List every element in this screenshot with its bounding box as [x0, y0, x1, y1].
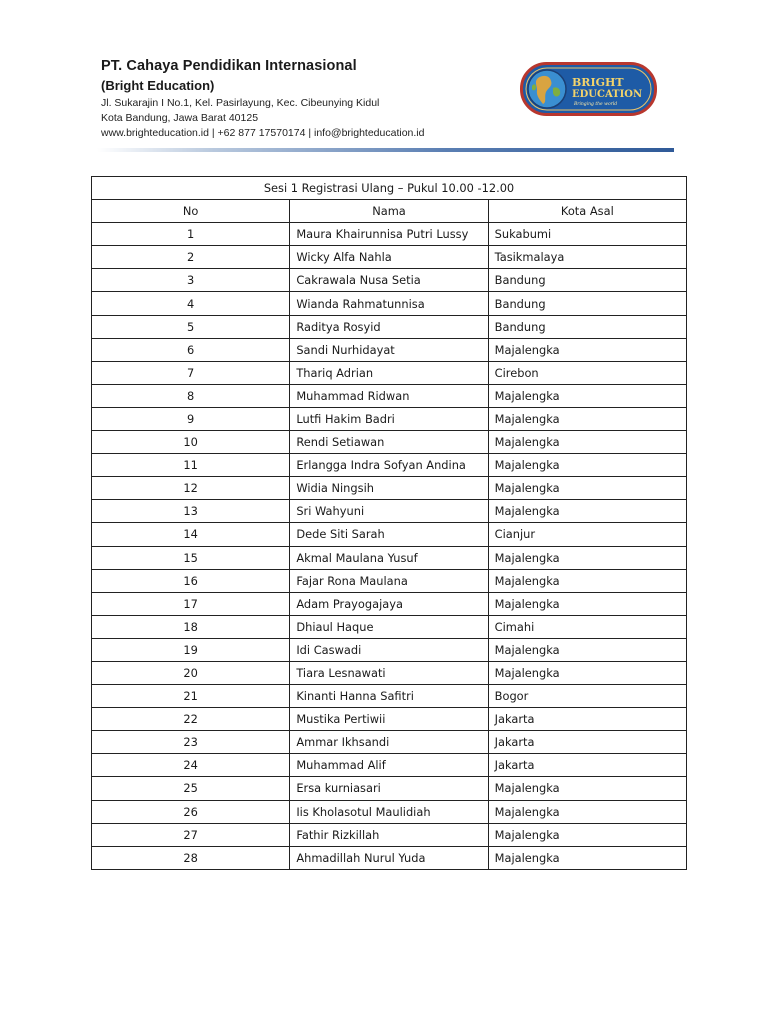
student-name: Adam Prayogajaya: [290, 592, 488, 615]
row-number: 16: [92, 569, 290, 592]
table-row: [92, 800, 687, 823]
student-name: Wicky Alfa Nahla: [290, 246, 488, 269]
home-city: Majalengka: [488, 477, 686, 500]
home-city: Majalengka: [488, 500, 686, 523]
home-city: Cianjur: [488, 523, 686, 546]
student-name: Ersa kurniasari: [290, 777, 488, 800]
row-number: 2: [92, 246, 290, 269]
student-name: Tiara Lesnawati: [290, 661, 488, 684]
table-row: [92, 361, 687, 384]
row-number: 27: [92, 823, 290, 846]
table-row: [92, 292, 687, 315]
table-row: [92, 685, 687, 708]
home-city: Tasikmalaya: [488, 246, 686, 269]
row-number: 1: [92, 223, 290, 246]
table-row: [92, 846, 687, 869]
table-row: [92, 246, 687, 269]
student-name: Fajar Rona Maulana: [290, 569, 488, 592]
row-number: 24: [92, 754, 290, 777]
table-row: [92, 708, 687, 731]
table-row: [92, 569, 687, 592]
student-name: Widia Ningsih: [290, 477, 488, 500]
address-line: Jl. Sukarajin I No.1, Kel. Pasirlayung, Kec. Cibeunying Kidul: [101, 97, 380, 109]
table-row: [92, 477, 687, 500]
logo-tagline: Bringing the world: [574, 102, 618, 107]
column-header-no: No: [92, 200, 290, 223]
home-city: Majalengka: [488, 846, 686, 869]
student-name: Thariq Adrian: [290, 361, 488, 384]
home-city: Bandung: [488, 269, 686, 292]
home-city: Sukabumi: [488, 223, 686, 246]
row-number: 8: [92, 384, 290, 407]
row-number: 19: [92, 638, 290, 661]
table-row: [92, 615, 687, 638]
student-name: Dhiaul Haque: [290, 615, 488, 638]
home-city: Cimahi: [488, 615, 686, 638]
row-number: 3: [92, 269, 290, 292]
table-title-row: [92, 177, 687, 200]
row-number: 21: [92, 685, 290, 708]
home-city: Bandung: [488, 315, 686, 338]
home-city: Bandung: [488, 292, 686, 315]
table-row: [92, 661, 687, 684]
table-row: [92, 269, 687, 292]
row-number: 9: [92, 407, 290, 430]
student-name: Idi Caswadi: [290, 638, 488, 661]
table-row: [92, 823, 687, 846]
student-name: Maura Khairunnisa Putri Lussy: [290, 223, 488, 246]
student-name: Muhammad Ridwan: [290, 384, 488, 407]
company-name: PT. Cahaya Pendidikan Internasional: [101, 58, 357, 74]
row-number: 4: [92, 292, 290, 315]
student-name: Muhammad Alif: [290, 754, 488, 777]
student-name: Akmal Maulana Yusuf: [290, 546, 488, 569]
home-city: Majalengka: [488, 338, 686, 361]
student-name: Dede Siti Sarah: [290, 523, 488, 546]
row-number: 15: [92, 546, 290, 569]
student-name: Mustika Pertiwii: [290, 708, 488, 731]
home-city: Majalengka: [488, 800, 686, 823]
table-row: [92, 592, 687, 615]
row-number: 18: [92, 615, 290, 638]
row-number: 28: [92, 846, 290, 869]
student-name: Erlangga Indra Sofyan Andina: [290, 454, 488, 477]
student-name: Cakrawala Nusa Setia: [290, 269, 488, 292]
table-row: [92, 523, 687, 546]
row-number: 10: [92, 431, 290, 454]
table-row: [92, 384, 687, 407]
table-row: [92, 546, 687, 569]
table-row: [92, 454, 687, 477]
globe-logo-icon: [528, 70, 566, 108]
row-number: 12: [92, 477, 290, 500]
home-city: Cirebon: [488, 361, 686, 384]
student-name: Wianda Rahmatunnisa: [290, 292, 488, 315]
row-number: 6: [92, 338, 290, 361]
home-city: Majalengka: [488, 454, 686, 477]
row-number: 26: [92, 800, 290, 823]
letterhead-divider: [97, 148, 674, 152]
column-header-city: Kota Asal: [488, 200, 686, 223]
city-line: Kota Bandung, Jawa Barat 40125: [101, 112, 259, 124]
home-city: Majalengka: [488, 777, 686, 800]
row-number: 25: [92, 777, 290, 800]
row-number: 13: [92, 500, 290, 523]
row-number: 14: [92, 523, 290, 546]
table-row: [92, 223, 687, 246]
student-name: Sandi Nurhidayat: [290, 338, 488, 361]
table-row: [92, 731, 687, 754]
home-city: Jakarta: [488, 754, 686, 777]
home-city: Majalengka: [488, 638, 686, 661]
home-city: Majalengka: [488, 546, 686, 569]
table-row: [92, 500, 687, 523]
company-brand: (Bright Education): [101, 78, 215, 93]
home-city: Majalengka: [488, 823, 686, 846]
column-header-name: Nama: [290, 200, 488, 223]
home-city: Majalengka: [488, 569, 686, 592]
table-header-row: [92, 200, 687, 223]
row-number: 7: [92, 361, 290, 384]
home-city: Majalengka: [488, 384, 686, 407]
home-city: Jakarta: [488, 708, 686, 731]
home-city: Majalengka: [488, 407, 686, 430]
row-number: 5: [92, 315, 290, 338]
student-name: Sri Wahyuni: [290, 500, 488, 523]
table-row: [92, 777, 687, 800]
table-row: [92, 754, 687, 777]
home-city: Majalengka: [488, 431, 686, 454]
student-name: Kinanti Hanna Safitri: [290, 685, 488, 708]
table-row: [92, 407, 687, 430]
table-row: [92, 315, 687, 338]
table-row: [92, 431, 687, 454]
row-number: 17: [92, 592, 290, 615]
student-name: Fathir Rizkillah: [290, 823, 488, 846]
student-name: Iis Kholasotul Maulidiah: [290, 800, 488, 823]
home-city: Bogor: [488, 685, 686, 708]
row-number: 23: [92, 731, 290, 754]
row-number: 22: [92, 708, 290, 731]
table-title: Sesi 1 Registrasi Ulang – Pukul 10.00 -12.00: [92, 177, 687, 200]
student-name: Ammar Ikhsandi: [290, 731, 488, 754]
logo-text-line2: EDUCATION: [572, 89, 643, 100]
bright-education-logo: [520, 62, 657, 116]
table-row: [92, 338, 687, 361]
home-city: Majalengka: [488, 592, 686, 615]
row-number: 20: [92, 661, 290, 684]
table-body: [92, 223, 687, 870]
row-number: 11: [92, 454, 290, 477]
logo-text-line1: BRIGHT: [572, 76, 624, 89]
student-name: Ahmadillah Nurul Yuda: [290, 846, 488, 869]
student-name: Rendi Setiawan: [290, 431, 488, 454]
home-city: Jakarta: [488, 731, 686, 754]
contact-line: www.brighteducation.id | +62 877 17570174 | info@brighteducation.id: [101, 127, 425, 139]
table-row: [92, 638, 687, 661]
registration-table: [91, 176, 687, 870]
home-city: Majalengka: [488, 661, 686, 684]
student-name: Lutfi Hakim Badri: [290, 407, 488, 430]
student-name: Raditya Rosyid: [290, 315, 488, 338]
